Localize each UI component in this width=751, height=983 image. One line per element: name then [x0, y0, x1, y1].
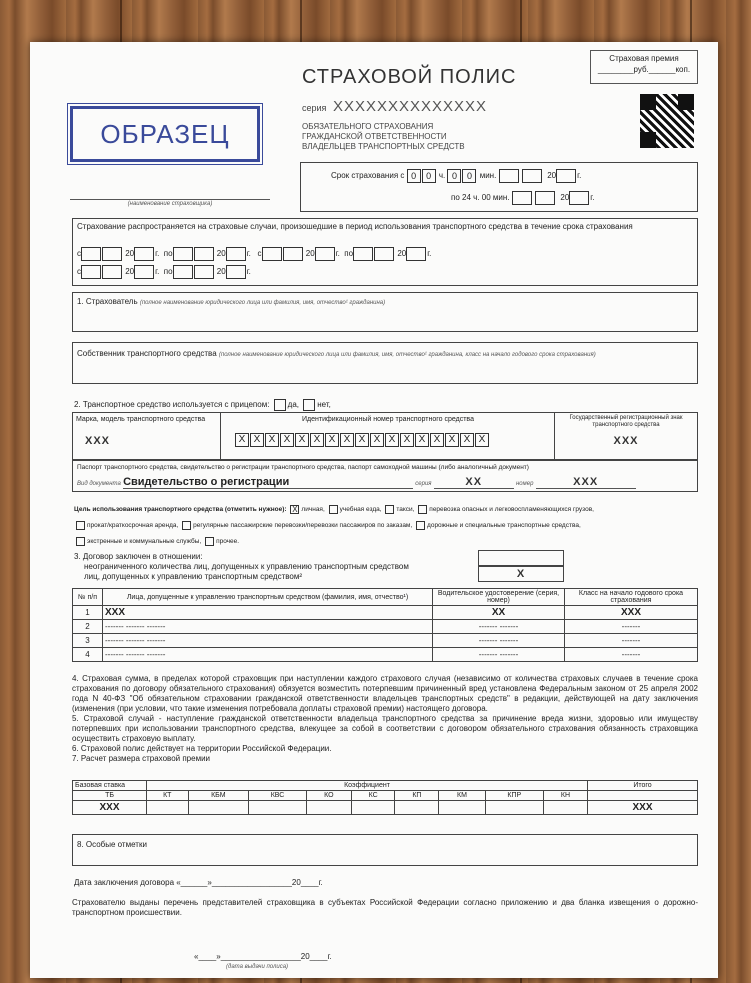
- date-cell[interactable]: [173, 247, 193, 261]
- owner-hint: (полное наименование юридического лица или фамилия, имя, отчество¹ гражданина, класс на начало годового срока страхования): [218, 352, 596, 358]
- coef-name-cell: КПР: [485, 791, 543, 801]
- vin-digit[interactable]: X: [235, 433, 249, 447]
- vin-digit[interactable]: X: [400, 433, 414, 447]
- header-cell: № п/п: [73, 589, 103, 606]
- hour-digit[interactable]: 0: [422, 169, 436, 183]
- driver-cell[interactable]: -------: [565, 620, 698, 634]
- owner-row: [77, 349, 596, 358]
- vin-digit[interactable]: X: [385, 433, 399, 447]
- insurant-label: 1. Страхователь: [77, 297, 138, 306]
- premium-calc-table: [72, 780, 698, 815]
- driver-cell[interactable]: XXX: [103, 606, 433, 620]
- driver-row: [73, 634, 698, 648]
- coef-name-cell: КС: [351, 791, 395, 801]
- insurer-line: [70, 199, 270, 200]
- year-cell[interactable]: [226, 247, 246, 261]
- doc-number-value[interactable]: XXX: [536, 476, 636, 489]
- premium-amount-line: ________руб.______коп.: [597, 65, 691, 74]
- contract-label: 3. Договор заключен в отношении:: [74, 552, 203, 561]
- vin-digit[interactable]: X: [250, 433, 264, 447]
- driver-row: [73, 620, 698, 634]
- to-label: по: [163, 249, 173, 259]
- purpose-option: экстренные и коммунальные службы,: [87, 538, 202, 545]
- vin-digit[interactable]: X: [310, 433, 324, 447]
- purpose-option: прочее.: [216, 538, 240, 545]
- driver-cell: 2: [73, 620, 103, 634]
- driver-row: [73, 648, 698, 662]
- driver-cell[interactable]: ------- ------- -------: [103, 620, 433, 634]
- coef-values-row: [73, 801, 698, 815]
- driver-cell[interactable]: ------- -------: [433, 634, 565, 648]
- from-label: с: [77, 267, 81, 277]
- date-cell[interactable]: [194, 247, 214, 261]
- coef-name-cell: ТБ: [73, 791, 147, 801]
- driver-cell[interactable]: ------- -------: [433, 620, 565, 634]
- model-label: Марка, модель транспортного средства: [76, 416, 206, 423]
- purpose-checkbox[interactable]: [418, 505, 427, 514]
- driver-row: [73, 606, 698, 620]
- to-label: по: [163, 267, 173, 277]
- date-cell[interactable]: [535, 191, 555, 205]
- purpose-line: [74, 518, 698, 534]
- sample-stamp: ОБРАЗЕЦ: [70, 106, 260, 162]
- driver-cell: 4: [73, 648, 103, 662]
- vin-digits: [235, 433, 490, 447]
- drivers-table: [72, 588, 698, 662]
- purpose-checkbox[interactable]: [416, 521, 425, 530]
- subtitle-line: ВЛАДЕЛЬЦЕВ ТРАНСПОРТНЫХ СРЕДСТВ: [302, 142, 465, 151]
- year-cell[interactable]: [134, 247, 154, 261]
- driver-cell[interactable]: XX: [433, 606, 565, 620]
- driver-cell[interactable]: -------: [565, 648, 698, 662]
- clause-6: 6. Страховой полис действует на территории Российской Федерации.: [72, 744, 332, 753]
- vin-digit[interactable]: X: [430, 433, 444, 447]
- date-cell[interactable]: [499, 169, 519, 183]
- trailer-yes-label: да,: [287, 400, 299, 410]
- date-cell[interactable]: [102, 265, 122, 279]
- driver-cell[interactable]: -------: [565, 634, 698, 648]
- driver-cell[interactable]: ------- ------- -------: [103, 634, 433, 648]
- insurant-hint: (полное наименование юридического лица или фамилия, имя, отчество¹ гражданина): [139, 300, 386, 306]
- purpose-option: такси,: [396, 506, 415, 513]
- usage-period-box: [72, 218, 698, 286]
- vin-digit[interactable]: X: [460, 433, 474, 447]
- purpose-option: перевозка опасных и легковоспламеняющихся грузов,: [429, 506, 594, 513]
- purpose-option: дорожные и специальные транспортные средства,: [427, 522, 581, 529]
- coef-value-cell[interactable]: [147, 801, 189, 815]
- vin-digit[interactable]: X: [280, 433, 294, 447]
- vin-digit[interactable]: X: [265, 433, 279, 447]
- from-label: с: [257, 249, 262, 259]
- purpose-section: [74, 502, 698, 550]
- from-label: с: [77, 249, 81, 259]
- clause-5: 5. Страховой случай - наступление гражданской ответственности владельца транспортного средства за причинение вреда жизни, здоровью или имуществу потерпевших при использовании транспортного средства, влекущее за собой в соответствии с договором обязательного страхования обязанность страховщика осуществить страховую выплату.: [72, 714, 698, 743]
- coef-value-cell[interactable]: [306, 801, 351, 815]
- model-cell: [73, 413, 221, 459]
- special-notes-label: 8. Особые отметки: [77, 840, 147, 849]
- contract-section: [74, 552, 409, 582]
- coef-value-cell[interactable]: [485, 801, 543, 815]
- year-suffix: г.: [427, 249, 432, 259]
- purpose-option: прокат/краткосрочная аренда,: [87, 522, 179, 529]
- date-cell[interactable]: [102, 247, 122, 261]
- driver-cell[interactable]: ------- -------: [433, 648, 565, 662]
- year-cell[interactable]: [134, 265, 154, 279]
- document-row: [77, 476, 636, 489]
- year-prefix: 20: [125, 267, 135, 277]
- year-prefix: 20: [397, 249, 407, 259]
- subtitle-line: ОБЯЗАТЕЛЬНОГО СТРАХОВАНИЯ: [302, 122, 434, 131]
- vin-digit[interactable]: X: [475, 433, 489, 447]
- coef-name-cell: КП: [395, 791, 439, 801]
- doc-series-value[interactable]: XX: [434, 476, 514, 489]
- term-end-row: [451, 191, 594, 205]
- policy-series: [302, 98, 487, 115]
- purpose-checkbox[interactable]: [329, 505, 338, 514]
- purpose-option: личная,: [301, 506, 325, 513]
- vin-digit[interactable]: X: [355, 433, 369, 447]
- issue-date-caption: (дата выдачи полиса): [226, 964, 289, 970]
- coef-names-row: [73, 791, 698, 801]
- date-cell[interactable]: [512, 191, 532, 205]
- year-suffix: г.: [577, 171, 582, 181]
- year-cell[interactable]: [406, 247, 426, 261]
- date-cell[interactable]: [374, 247, 394, 261]
- contract-limited: лиц, допущенных к управлению транспортным средством²: [84, 572, 303, 581]
- coef-name-cell: КБМ: [188, 791, 249, 801]
- year-cell[interactable]: [569, 191, 589, 205]
- trailer-yes-checkbox[interactable]: [274, 399, 286, 411]
- vin-digit[interactable]: X: [295, 433, 309, 447]
- year-suffix: г.: [590, 193, 595, 203]
- hour-unit: ч.: [438, 171, 446, 181]
- doc-number-label: номер: [515, 481, 534, 487]
- clause-4: 4. Страховая сумма, в пределах которой страховщик при наступлении каждого страхового случая (независимо от количества страховых случаев в течение срока страхования по договору обязательного страхования) обязуется возместить потерпевшим причиненный вред установлена Федеральным законом от 25 апреля 2002 года N 40-ФЗ "Об обязательном страховании гражданской ответственности владельцев транспортных средств" в редакции, действующей на дату заключения (изменения (при условии, что такие изменения потребовала доплаты страховой премии) настоящего договора.: [72, 674, 698, 713]
- vehicle-box: [72, 412, 698, 460]
- year-prefix: 20: [216, 249, 226, 259]
- term-to-label: по 24 ч. 00 мин.: [451, 193, 510, 203]
- reg-value: XXX: [613, 435, 639, 447]
- year-prefix: 20: [125, 249, 135, 259]
- total-value-cell[interactable]: XXX: [588, 801, 698, 815]
- header-cell: Водительское удостоверение (серия, номер): [433, 589, 565, 606]
- date-cell[interactable]: [353, 247, 373, 261]
- purpose-checkbox[interactable]: [182, 521, 191, 530]
- date-cell[interactable]: [81, 265, 101, 279]
- period-text: Страхование распространяется на страховые случаи, произошедшие в период использования транспортного средства в течение срока страхования: [77, 222, 633, 231]
- coef-name-cell: КТ: [147, 791, 189, 801]
- unlimited-checkbox[interactable]: [478, 550, 564, 566]
- model-value: XXX: [85, 435, 111, 447]
- year-cell[interactable]: [226, 265, 246, 279]
- contract-unlimited: неограниченного количества лиц, допущенных к управлению транспортным средством: [84, 562, 409, 571]
- purpose-label: Цель использования транспортного средства (отметить нужное):: [74, 506, 287, 513]
- period-row: [77, 247, 431, 261]
- purpose-checkbox[interactable]: X: [292, 504, 298, 514]
- coef-value-cell[interactable]: [395, 801, 439, 815]
- coef-value-cell[interactable]: [249, 801, 307, 815]
- vin-digit[interactable]: X: [325, 433, 339, 447]
- subtitle-line: ГРАЖДАНСКОЙ ОТВЕТСТВЕННОСТИ: [302, 132, 447, 141]
- minute-digit[interactable]: 0: [462, 169, 476, 183]
- reg-label: Государственный регистрационный знак транспортного средства: [569, 415, 683, 428]
- coef-value-cell[interactable]: XXX: [73, 801, 147, 815]
- purpose-line: [74, 502, 698, 518]
- date-cell[interactable]: [262, 247, 282, 261]
- minute-digit[interactable]: 0: [447, 169, 461, 183]
- policy-subtitle: [302, 122, 465, 152]
- vin-digit[interactable]: X: [370, 433, 384, 447]
- coef-value-cell[interactable]: [439, 801, 485, 815]
- coef-value-cell[interactable]: [188, 801, 249, 815]
- term-start-row: [331, 169, 581, 183]
- purpose-option: учебная езда,: [339, 506, 382, 513]
- issue-date: «____»__________________20____г.: [194, 952, 332, 961]
- special-notes-box: [72, 834, 698, 866]
- qr-code-icon: [640, 94, 694, 148]
- year-prefix: 20: [305, 249, 315, 259]
- trailer-no-label: нет,: [317, 400, 331, 410]
- clause-7: 7. Расчет размера страховой премии: [72, 754, 210, 763]
- year-prefix: 20: [216, 267, 226, 277]
- owner-label: Собственник транспортного средства: [77, 349, 217, 358]
- representatives-note: Страхователю выданы перечень представителей страховщика в субъектах Российской Федерации согласно приложению и два бланка извещения о дорожно-транспортном происшествии.: [72, 898, 698, 917]
- purpose-checkbox[interactable]: [385, 505, 394, 514]
- total-header-cell: [588, 791, 698, 801]
- vin-cell: [221, 413, 555, 459]
- date-cell[interactable]: [81, 247, 101, 261]
- policy-title: СТРАХОВОЙ ПОЛИС: [302, 66, 517, 88]
- driver-cell: 3: [73, 634, 103, 648]
- year-suffix: г.: [335, 249, 340, 259]
- drivers-header-row: [73, 589, 698, 606]
- year-prefix: 20: [560, 193, 570, 203]
- coef-name-cell: КМ: [439, 791, 485, 801]
- driver-cell: 1: [73, 606, 103, 620]
- doc-type-value[interactable]: Свидетельство о регистрации: [123, 476, 413, 489]
- series-value: XXXXXXXXXXXXXX: [332, 98, 488, 115]
- trailer-row: [74, 399, 331, 411]
- insurance-term-box: [300, 162, 698, 212]
- date-cell[interactable]: [522, 169, 542, 183]
- vin-digit[interactable]: X: [415, 433, 429, 447]
- coef-name-cell: КН: [544, 791, 588, 801]
- insurer-caption: (наименование страховщика): [127, 201, 213, 207]
- year-suffix: г.: [246, 249, 251, 259]
- term-label: Срок страхования с: [331, 171, 405, 181]
- limited-checkbox[interactable]: X: [478, 566, 564, 582]
- purpose-checkbox[interactable]: [76, 537, 85, 546]
- vin-digit[interactable]: X: [445, 433, 459, 447]
- period-row: [77, 265, 251, 279]
- total-label: Итого: [588, 781, 698, 791]
- vin-label: Идентификационный номер транспортного средства: [302, 416, 474, 423]
- premium-box: [590, 50, 698, 84]
- header-cell: Класс на начало годового срока страхования: [565, 589, 698, 606]
- coef-name-cell: КО: [306, 791, 351, 801]
- insurant-row: [77, 297, 385, 306]
- coef-value-cell[interactable]: [544, 801, 588, 815]
- date-cell[interactable]: [194, 265, 214, 279]
- owner-box: [72, 342, 698, 384]
- premium-title: Страховая премия: [609, 54, 679, 63]
- purpose-option: регулярные пассажирские перевозки/перевозки пассажиров по заказам,: [193, 522, 413, 529]
- vehicle-document-box: [72, 460, 698, 492]
- base-rate-label: Базовая ставка: [73, 781, 147, 791]
- year-suffix: г.: [155, 267, 160, 277]
- trailer-no-checkbox[interactable]: [303, 399, 315, 411]
- year-prefix: 20: [547, 171, 557, 181]
- date-cell[interactable]: [173, 265, 193, 279]
- doc-type-label: Вид документа: [77, 481, 121, 487]
- year-suffix: г.: [246, 267, 251, 277]
- coef-name-cell: КВС: [249, 791, 307, 801]
- year-cell[interactable]: [315, 247, 335, 261]
- passport-label: Паспорт транспортного средства, свидетельство о регистрации транспортного средства, паспорт самоходной машины (либо аналогичный документ): [77, 464, 529, 471]
- year-suffix: г.: [155, 249, 160, 259]
- year-cell[interactable]: [556, 169, 576, 183]
- contract-date: Дата заключения договора «______»__________________20____г.: [74, 878, 323, 887]
- to-label: по: [344, 249, 354, 259]
- series-label: серия: [302, 103, 327, 113]
- trailer-label: 2. Транспортное средство используется с прицепом:: [74, 400, 270, 410]
- header-cell: Лица, допущенные к управлению транспортным средством (фамилия, имя, отчество¹): [103, 589, 433, 606]
- reg-plate-cell: [555, 413, 697, 459]
- vin-digit[interactable]: X: [340, 433, 354, 447]
- purpose-checkbox[interactable]: [205, 537, 214, 546]
- minute-unit: мин.: [479, 171, 497, 181]
- hour-digit[interactable]: 0: [407, 169, 421, 183]
- premium-header-row: [73, 781, 698, 791]
- coef-value-cell[interactable]: [351, 801, 395, 815]
- driver-cell[interactable]: ------- ------- -------: [103, 648, 433, 662]
- date-cell[interactable]: [283, 247, 303, 261]
- purpose-checkbox[interactable]: [76, 521, 85, 530]
- doc-series-label: серия: [415, 481, 432, 487]
- clauses-block: [72, 674, 698, 764]
- purpose-line: [74, 534, 698, 550]
- insurant-box: [72, 292, 698, 332]
- driver-cell[interactable]: XXX: [565, 606, 698, 620]
- coef-label: Коэффициент: [147, 781, 588, 791]
- insurance-policy-sheet: [30, 42, 718, 978]
